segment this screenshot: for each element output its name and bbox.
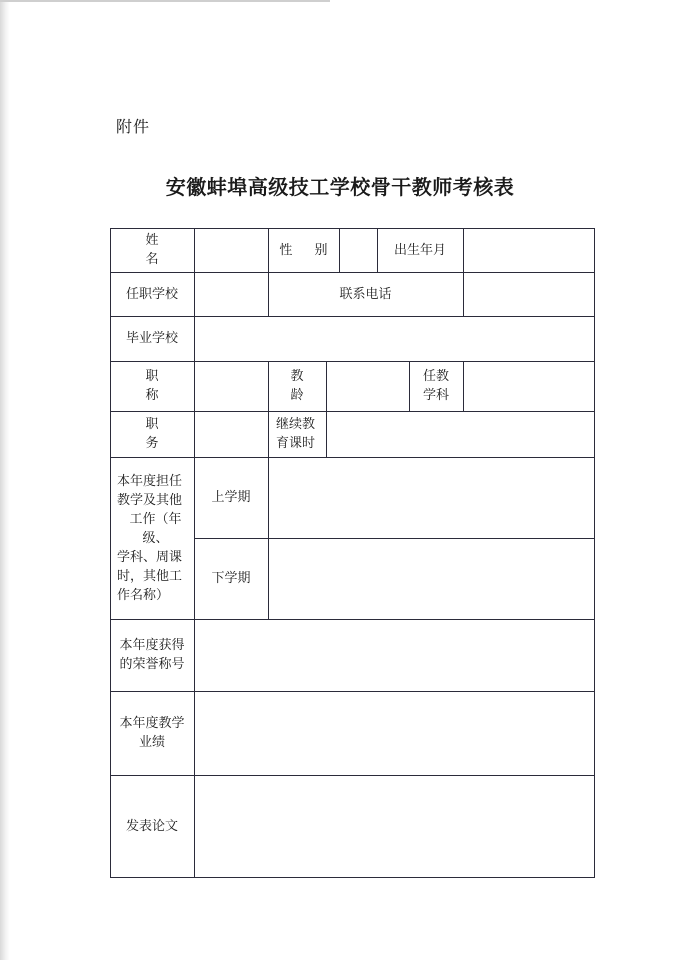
teaching-years-label: 教 龄 [290, 369, 313, 403]
continuing-education-label [268, 411, 326, 457]
workload-label-line-2: 教学及其他 [117, 492, 183, 508]
performance-field[interactable] [195, 692, 594, 775]
honors-label [110, 619, 194, 691]
performance-label-line-2: 业绩 [138, 735, 165, 750]
school-field[interactable] [195, 273, 268, 316]
subject-label-line-1: 任教 [422, 369, 449, 384]
scan-shadow-edge [0, 0, 10, 960]
position-field[interactable] [195, 412, 268, 457]
school-label: 任职学校 [125, 286, 178, 302]
professional-title-label: 职 称 [145, 369, 173, 403]
continuing-education-label-line-2: 育课时 [276, 436, 316, 451]
phone-field[interactable] [464, 273, 594, 316]
second-term-field[interactable] [269, 539, 594, 619]
teaching-years-field[interactable] [327, 362, 409, 411]
workload-label-line-3: 工作（年级、 [129, 511, 182, 546]
birth-date-label: 出生年月 [393, 242, 446, 258]
honors-label-line-2: 的荣誉称号 [119, 657, 185, 672]
subject-label-line-2: 学科 [422, 388, 449, 403]
continuing-education-label-line-1: 继续教 [276, 417, 316, 432]
table-border-right [594, 228, 595, 878]
gender-field[interactable] [340, 229, 377, 272]
honors-label-line-1: 本年度获得 [119, 638, 185, 653]
subject-label [409, 361, 463, 411]
gender-label: 性 别 [279, 242, 337, 258]
table-border-bottom [110, 877, 594, 878]
workload-label-line-6: 作名称） [117, 587, 170, 603]
subject-field[interactable] [464, 362, 594, 411]
professional-title-field[interactable] [195, 362, 268, 411]
papers-field[interactable] [195, 776, 594, 877]
scan-top-edge [0, 0, 330, 2]
phone-label: 联系电话 [339, 286, 392, 302]
papers-label: 发表论文 [125, 818, 178, 834]
honors-field[interactable] [195, 620, 594, 691]
continuing-education-field[interactable] [327, 412, 594, 457]
workload-label [110, 457, 194, 619]
name-label: 姓 名 [145, 233, 173, 267]
graduate-school-label: 毕业学校 [125, 331, 178, 346]
birth-date-field[interactable] [464, 229, 594, 272]
graduate-school-field[interactable] [195, 317, 594, 361]
workload-label-line-4: 学科、周课 [117, 549, 183, 565]
attachment-label: 附件 [116, 117, 151, 136]
workload-label-line-5: 时，其他工 [117, 568, 183, 584]
first-term-label: 上学期 [211, 490, 251, 505]
performance-label-line-1: 本年度教学 [119, 716, 185, 731]
workload-label-line-1: 本年度担任 [117, 473, 183, 489]
document-title: 安徽蚌埠高级技工学校骨干教师考核表 [165, 175, 515, 199]
first-term-field[interactable] [269, 458, 594, 538]
second-term-label: 下学期 [211, 571, 251, 586]
position-label: 职 务 [145, 417, 173, 451]
name-field[interactable] [195, 229, 268, 272]
performance-label [110, 691, 194, 775]
